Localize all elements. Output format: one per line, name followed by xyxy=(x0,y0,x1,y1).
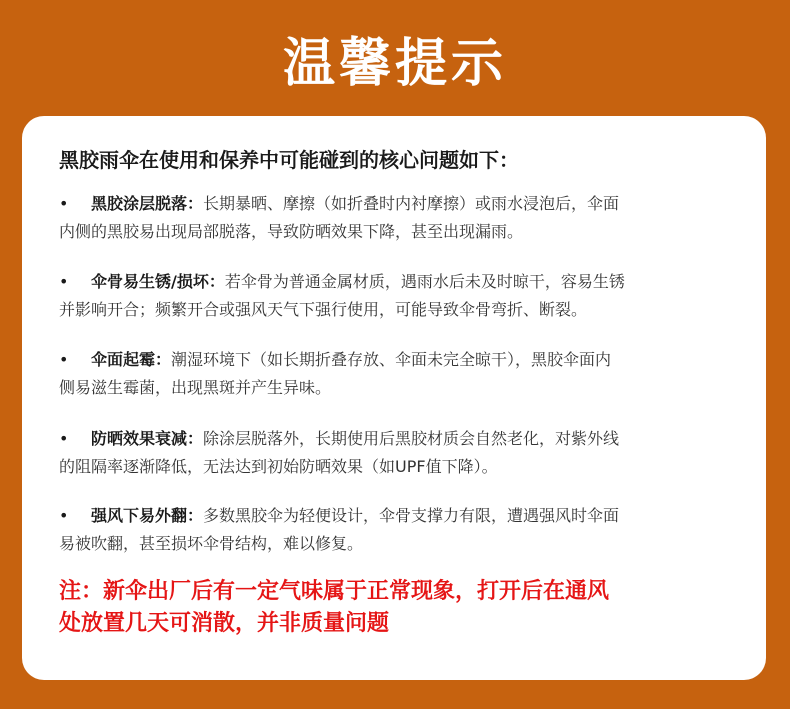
bullet-icon: • xyxy=(59,272,69,291)
tip-text-continued: 侧易滋生霉菌，出现黑斑并产生异味。 xyxy=(59,378,332,397)
tip-text-continued: 并影响开合；频繁开合或强风天气下强行使用，可能导致伞骨弯折、断裂。 xyxy=(59,300,588,319)
note-line-1: 注：新伞出厂后有一定气味属于正常现象，打开后在通风 xyxy=(59,579,610,604)
tip-text-continued: 的阻隔率逐渐降低，无法达到初始防晒效果（如UPF值下降）。 xyxy=(59,457,498,476)
tip-label: 伞面起霉： xyxy=(91,350,172,369)
tip-text: 潮湿环境下（如长期折叠存放、伞面未完全晾干），黑胶伞面内 xyxy=(171,350,612,369)
tip-item-coating xyxy=(59,190,735,246)
tip-text-continued: 易被吹翻，甚至损坏伞骨结构，难以修复。 xyxy=(59,534,364,553)
tip-item-uv xyxy=(59,425,735,481)
note-line-2: 处放置几天可消散，并非质量问题 xyxy=(59,611,390,636)
tips-card xyxy=(22,116,766,680)
bullet-icon: • xyxy=(59,194,69,213)
tip-text: 长期暴晒、摩擦（如折叠时内衬摩擦）或雨水浸泡后，伞面 xyxy=(203,194,620,213)
tip-text: 若伞骨为普通金属材质，遇雨水后未及时晾干，容易生锈 xyxy=(224,272,625,291)
tip-text: 除涂层脱落外，长期使用后黑胶材质会自然老化，对紫外线 xyxy=(203,429,620,448)
tip-item-wind xyxy=(59,502,735,558)
intro-heading: 黑胶雨伞在使用和保养中可能碰到的核心问题如下： xyxy=(59,148,519,172)
tip-item-mold xyxy=(59,346,735,402)
bullet-icon: • xyxy=(59,429,69,448)
tip-label: 强风下易外翻： xyxy=(91,506,204,525)
tip-label: 伞骨易生锈/损坏： xyxy=(91,272,225,291)
tip-text-continued: 内侧的黑胶易出现局部脱落，导致防晒效果下降，甚至出现漏雨。 xyxy=(59,222,524,241)
tip-text: 多数黑胶伞为轻便设计，伞骨支撑力有限，遭遇强风时伞面 xyxy=(203,506,620,525)
bullet-icon: • xyxy=(59,350,69,369)
page-title: 温馨提示 xyxy=(282,34,507,94)
tip-item-ribs xyxy=(59,268,735,324)
bullet-icon: • xyxy=(59,506,69,525)
note-warning xyxy=(59,576,749,640)
tip-label: 防晒效果衰减： xyxy=(91,429,204,448)
tip-label: 黑胶涂层脱落： xyxy=(91,194,204,213)
